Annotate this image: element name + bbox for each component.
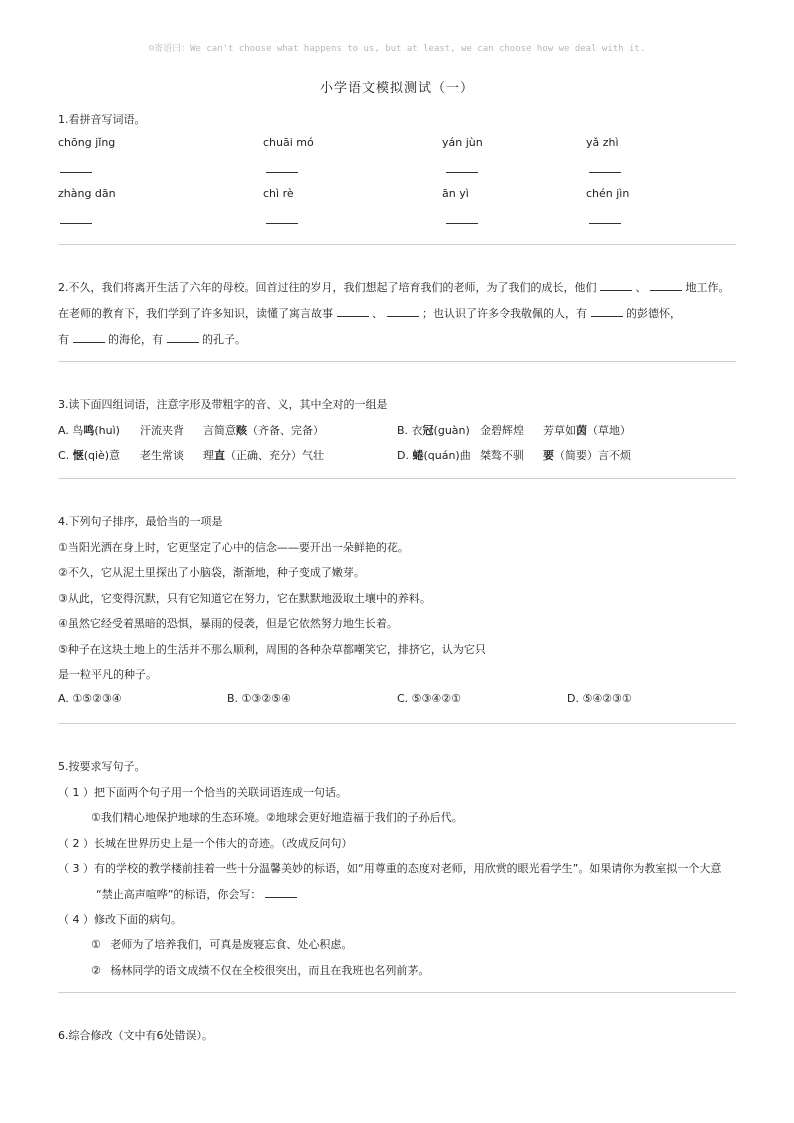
- q3-title: 3.读下面四组词语，注意字形及带粗字的音、义，其中全对的一组是: [58, 398, 388, 411]
- answer-blank[interactable]: [60, 172, 92, 173]
- answer-blank[interactable]: [167, 342, 199, 343]
- answer-blank[interactable]: [589, 172, 621, 173]
- q3-c-word-2: 老生常谈: [140, 449, 184, 462]
- q3-text: (qiè)意: [83, 449, 121, 462]
- q2-text: 的海伦，有: [108, 333, 163, 346]
- pinyin-4: yǎ zhì: [586, 136, 619, 149]
- answer-blank[interactable]: [600, 290, 632, 291]
- pinyin-3: yán jùn: [442, 136, 483, 149]
- q4-sentence-5: ⑤种子在这块土地上的生活并不那么顺利，周围的各种杂草都嘲笑它，排挤它，认为它只: [58, 643, 486, 656]
- q3-text: 芳草如: [543, 424, 576, 437]
- q4-option-b[interactable]: B. ①③②⑤④: [227, 692, 291, 705]
- answer-blank[interactable]: [337, 316, 369, 317]
- q3-text: C.: [58, 449, 73, 462]
- divider: [58, 478, 736, 479]
- divider: [58, 244, 736, 245]
- q4-sentence-5-cont: 是一粒平凡的种子。: [58, 668, 157, 681]
- q3-text: （齐备、完备）: [247, 424, 324, 437]
- q5-text: “禁止高声喧哗”的标语，你会写：: [96, 888, 262, 901]
- q4-sentence-4: ④虽然它经受着黑暗的恐惧，暴雨的侵袭，但是它依然努力地生长着。: [58, 617, 398, 630]
- pinyin-2: chuāi mó: [263, 136, 314, 149]
- q2-text: 地工作。: [685, 281, 730, 294]
- pinyin-7: ān yì: [442, 187, 469, 200]
- answer-blank[interactable]: [266, 223, 298, 224]
- q5-part-4: （ 4 ）修改下面的病句。: [58, 913, 182, 926]
- q5-text: 老师为了培养我们，可真是废寝忘食、处心积虑。: [110, 938, 353, 951]
- q3-text: （正确、充分）气壮: [225, 449, 324, 462]
- q3-option-c[interactable]: [58, 447, 120, 463]
- q3-text: (huì): [94, 424, 120, 437]
- q3-option-b[interactable]: [397, 422, 470, 438]
- q3-b-word-3: [543, 422, 631, 438]
- divider: [58, 992, 736, 993]
- divider: [58, 361, 736, 362]
- q5-part-1: （ 1 ）把下面两个句子用一个恰当的关联词语连成一句话。: [58, 786, 347, 799]
- q2-line-3: [58, 331, 246, 347]
- answer-blank[interactable]: [265, 897, 297, 898]
- answer-blank[interactable]: [446, 223, 478, 224]
- q2-text: ；也认识了许多令我敬佩的人，有: [422, 307, 587, 320]
- answer-blank[interactable]: [60, 223, 92, 224]
- q3-text: 言简意: [203, 424, 236, 437]
- q3-a-word-2: 汗流夹背: [140, 424, 184, 437]
- item-number: ①: [91, 938, 101, 951]
- answer-blank[interactable]: [387, 316, 419, 317]
- q3-b-word-2: 金碧辉煌: [480, 424, 524, 437]
- q3-bold-char: 要: [543, 449, 554, 462]
- page-title: 小学语文模拟测试（一）: [319, 81, 474, 96]
- answer-blank[interactable]: [73, 342, 105, 343]
- q3-bold-char: 蜷: [412, 449, 424, 462]
- q3-bold-char: 直: [214, 449, 225, 462]
- q3-option-d[interactable]: [397, 447, 471, 463]
- q5-part-4-item-2: [91, 962, 429, 978]
- q5-part-1-sentences: ①我们精心地保护地球的生态环境。②地球会更好地造福于我们的子孙后代。: [91, 811, 463, 824]
- answer-blank[interactable]: [591, 316, 623, 317]
- q3-text: （简要）言不烦: [554, 449, 631, 462]
- q3-bold-char: 惬: [72, 449, 84, 462]
- q3-d-word-3: [543, 447, 631, 463]
- pinyin-8: chén jìn: [586, 187, 630, 200]
- q3-bold-char: 茵: [576, 424, 587, 437]
- q2-text: 在老师的教育下，我们学到了许多知识，读懂了寓言故事: [58, 307, 333, 320]
- q1-title: 1.看拼音写词语。: [58, 113, 146, 126]
- divider: [58, 723, 736, 724]
- q3-option-a[interactable]: [58, 422, 120, 438]
- q4-option-d[interactable]: D. ⑤④②③①: [567, 692, 632, 705]
- q4-option-a[interactable]: A. ①⑤②③④: [58, 692, 122, 705]
- q4-sentence-3: ③从此，它变得沉默，只有它知道它在努力，它在默默地汲取土壤中的养料。: [58, 592, 431, 605]
- q5-part-2: （ 2 ）长城在世界历史上是一个伟大的奇迹。（改成反问句）: [58, 837, 353, 850]
- answer-blank[interactable]: [650, 290, 682, 291]
- q5-part-3-cont: [96, 886, 297, 902]
- q3-text: B. 衣: [397, 424, 423, 437]
- q5-part-4-item-1: [91, 936, 352, 952]
- pinyin-5: zhàng dān: [58, 187, 116, 200]
- motto-text: ☺寄语曰：We can't choose what happens to us, but at least, we can choose how we deal with it.: [148, 44, 646, 54]
- q2-text: 有: [58, 333, 69, 346]
- q6-title: 6.综合修改（文中有6处错误）。: [58, 1029, 213, 1042]
- pinyin-6: chì rè: [263, 187, 294, 200]
- q3-text: D.: [397, 449, 413, 462]
- q4-option-c[interactable]: C. ⑤③④②①: [397, 692, 461, 705]
- q2-line-2: [58, 305, 681, 321]
- q2-text: 、: [372, 307, 383, 320]
- pinyin-1: chōng jǐng: [58, 136, 116, 149]
- q2-text: 、: [635, 281, 647, 294]
- answer-blank[interactable]: [266, 172, 298, 173]
- answer-blank[interactable]: [446, 172, 478, 173]
- q4-sentence-1: ①当阳光洒在身上时，它更坚定了心中的信念——要开出一朵鲜艳的花。: [58, 541, 409, 554]
- item-number: ②: [91, 964, 101, 977]
- q3-c-word-3: [203, 447, 324, 463]
- q3-bold-char: 赅: [236, 424, 247, 437]
- q3-bold-char: 冠: [422, 424, 434, 437]
- q3-bold-char: 鸣: [83, 424, 95, 437]
- q3-text: A. 鸟: [58, 424, 84, 437]
- q2-line-1: [58, 279, 730, 295]
- q5-text: 杨林同学的语文成绩不仅在全校很突出，而且在我班也名列前茅。: [110, 964, 430, 977]
- q3-a-word-3: [203, 422, 324, 438]
- q3-text: (quán)曲: [423, 449, 471, 462]
- q3-text: (guàn): [433, 424, 470, 437]
- q2-text: 的彭德怀，: [626, 307, 681, 320]
- q5-title: 5.按要求写句子。: [58, 760, 146, 773]
- q4-title: 4.下列句子排序，最恰当的一项是: [58, 515, 223, 528]
- q3-text: （草地）: [587, 424, 631, 437]
- answer-blank[interactable]: [589, 223, 621, 224]
- q3-text: 理: [203, 449, 214, 462]
- q4-sentence-2: ②不久，它从泥土里探出了小脑袋，渐渐地，种子变成了嫩芽。: [58, 566, 365, 579]
- q2-text: 2.不久，我们将离开生活了六年的母校。回首过往的岁月，我们想起了培育我们的老师，为了我们的成长，他们: [58, 281, 597, 294]
- q2-text: 的孔子。: [202, 333, 246, 346]
- q5-part-3: （ 3 ）有的学校的教学楼前挂着一些十分温馨美妙的标语，如“用尊重的态度对老师，用欣赏的眼光看学生”。如果请你为教室拟一个大意: [58, 862, 722, 875]
- q3-d-word-2: 桀骜不驯: [480, 449, 524, 462]
